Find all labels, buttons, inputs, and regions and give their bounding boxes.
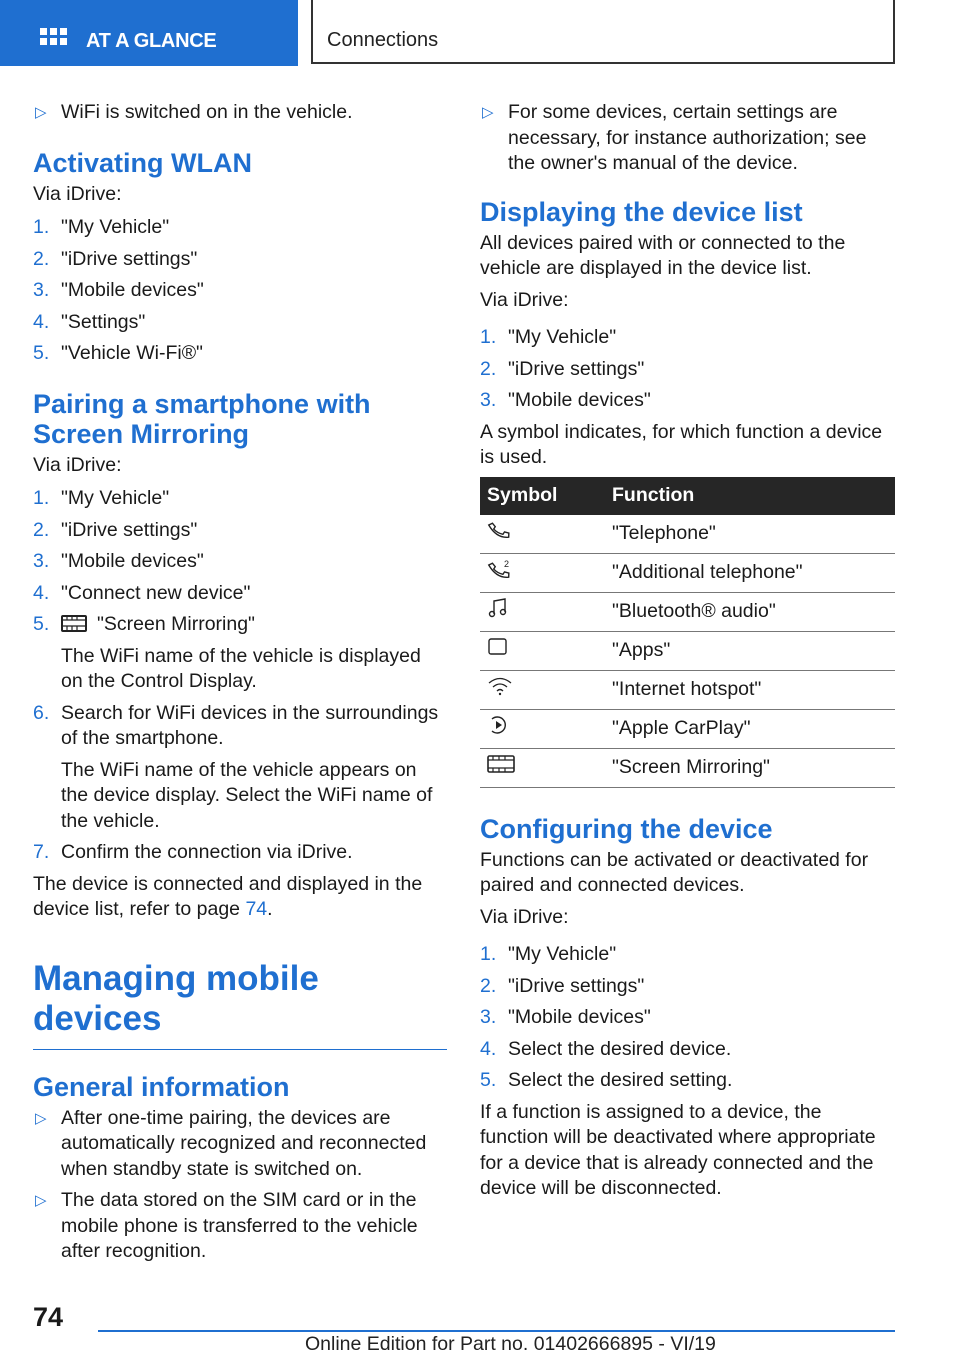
chapter-tab[interactable] [0, 0, 298, 66]
bullet-item: ▷ The data stored on the SIM card or in the mobile phone is transferred to the vehicle after recognition. [35, 1189, 418, 1262]
heading-managing-mobile-devices: Managing mobile devices [33, 959, 447, 1050]
table-header-row [480, 477, 895, 515]
list-item: 3. "Mobile devices" [33, 279, 204, 301]
function-cell: "Bluetooth® audio" [605, 592, 895, 631]
list-item: 2. "iDrive settings" [33, 518, 198, 541]
list-item: 2. "iDrive settings" [480, 357, 645, 380]
page-header [0, 0, 960, 66]
triangle-bullet-icon: ▷ [482, 104, 494, 121]
list-item: 3. "Mobile devices" [480, 389, 651, 411]
function-cell: "Additional telephone" [605, 553, 895, 592]
right-column [480, 100, 895, 1208]
table-row [480, 631, 895, 670]
symbol-note: A symbol indicates, for which function a device is used. [480, 420, 883, 468]
column-header-symbol: Symbol [480, 477, 605, 515]
heading-displaying-device-list: Displaying the device list [480, 196, 803, 227]
svg-text:2: 2 [504, 558, 510, 569]
music-note-icon [487, 597, 509, 619]
heading-configuring-device: Configuring the device [480, 813, 773, 844]
triangle-bullet-icon: ▷ [35, 104, 47, 121]
apps-icon [487, 636, 509, 658]
bullet-item: ▷ WiFi is switched on in the vehicle. [33, 100, 447, 126]
telephone-icon [487, 520, 511, 540]
heading-activating-wlan: Activating WLAN [33, 147, 252, 178]
page-link[interactable]: 74 [245, 898, 268, 920]
triangle-bullet-icon: ▷ [35, 1192, 47, 1209]
list-item: 2. "iDrive settings" [33, 247, 198, 270]
list-item: 1. "My Vehicle" [33, 487, 170, 509]
list-item: 5. "Screen Mirroring" The WiFi name of the vehicle is displayed on the Control Display. [33, 613, 421, 692]
list-item: 4. Select the desired device. [480, 1037, 732, 1060]
list-item: 1. "My Vehicle" [480, 326, 617, 348]
list-item: 3. "Mobile devices" [480, 1006, 651, 1028]
function-cell: "Telephone" [605, 515, 895, 554]
chapter-label: AT A GLANCE [86, 30, 217, 52]
bullet-item: ▷ After one-time pairing, the devices are automatically recognized and reconnected when standby state is switched on. [35, 1106, 427, 1180]
intro-text: Functions can be activated or deactivated for paired and connected devices. [480, 848, 869, 896]
function-cell: "Screen Mirroring" [605, 748, 895, 787]
list-item: 2. "iDrive settings" [480, 974, 645, 997]
additional-telephone-icon [487, 558, 513, 580]
note-text: If a function is assigned to a device, the function will be deactivated where appropriate for a device that is already connected and the device will be disconnected. [480, 1100, 876, 1199]
screen-mirroring-icon [61, 615, 87, 632]
list-item: 5. Select the desired setting. [480, 1069, 733, 1091]
intro-text: All devices paired with or connected to the vehicle are displayed in the device list. [480, 231, 846, 279]
symbol-table [480, 477, 895, 788]
wifi-hotspot-icon [487, 675, 513, 697]
screen-mirroring-icon [487, 754, 515, 774]
grid-menu-icon [40, 28, 68, 56]
table-row [480, 592, 895, 631]
function-cell: "Internet hotspot" [605, 670, 895, 709]
table-row [480, 709, 895, 748]
wlan-steps [33, 215, 447, 367]
bullet-item: ▷ For some devices, certain settings are necessary, for instance authorization; see the owner's manual of the device. [482, 101, 867, 174]
page-number: 74 [33, 1302, 64, 1332]
table-row [480, 748, 895, 787]
table-row [480, 515, 895, 554]
triangle-bullet-icon: ▷ [35, 1109, 47, 1127]
result-text: The device is connected and displayed in the device list, refer to page 74. [33, 872, 423, 920]
heading-general-information: General information [33, 1071, 290, 1102]
pairing-steps [33, 486, 447, 866]
device-list-steps [480, 325, 895, 414]
list-item: 1. "My Vehicle" [33, 216, 170, 238]
list-item: 7. Confirm the connection via iDrive. [33, 841, 353, 863]
list-item: 4. "Connect new device" [33, 581, 251, 604]
configuring-steps [480, 942, 895, 1094]
column-header-function: Function [605, 477, 895, 515]
list-item: 6. Search for WiFi devices in the surroundings of the smartphone. The WiFi name of the vehicle appears on the device display. Select the WiFi name of the vehicle. [33, 701, 439, 832]
function-cell: "Apple CarPlay" [605, 709, 895, 748]
via-idrive-text: Via iDrive: [480, 288, 569, 311]
footer-divider [98, 1330, 895, 1332]
footer-edition: Online Edition for Part no. 01402666895 - VI/19 [305, 1333, 716, 1355]
list-item: 3. "Mobile devices" [33, 550, 204, 572]
carplay-icon [487, 714, 509, 736]
list-item: 4. "Settings" [33, 310, 146, 333]
via-idrive-text: Via iDrive: [33, 182, 122, 205]
table-row [480, 553, 895, 592]
via-idrive-text: Via iDrive: [33, 453, 122, 476]
list-item: 1. "My Vehicle" [480, 943, 617, 965]
table-row [480, 670, 895, 709]
left-column [33, 100, 447, 1271]
function-cell: "Apps" [605, 631, 895, 670]
section-tab[interactable] [311, 0, 895, 64]
heading-pairing: Pairing a smartphone with Screen Mirroring [33, 388, 371, 449]
via-idrive-text: Via iDrive: [480, 905, 569, 928]
section-label: Connections [327, 29, 439, 51]
list-item: 5. "Vehicle Wi-Fi®" [33, 342, 203, 364]
